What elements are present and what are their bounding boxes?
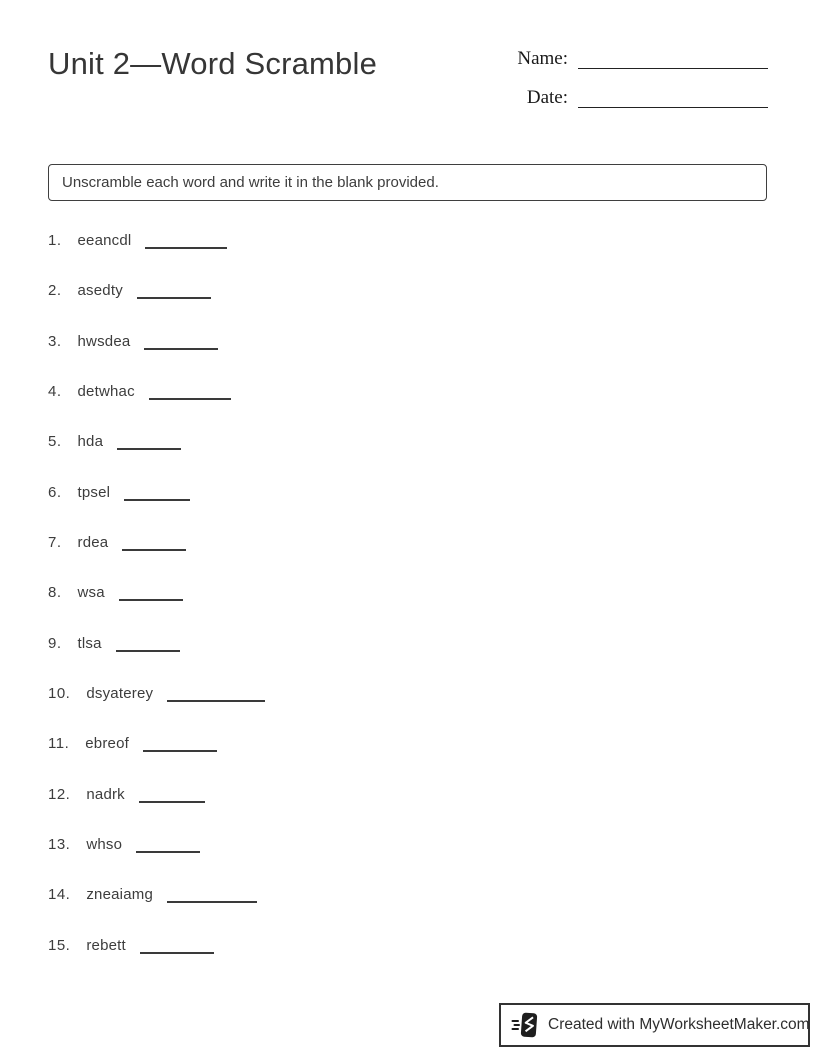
item-number: 2. — [48, 282, 62, 300]
answer-blank[interactable] — [149, 388, 231, 400]
scramble-row — [48, 232, 265, 282]
scrambled-word: rebett — [86, 936, 126, 954]
date-field-row — [508, 87, 768, 126]
scramble-row — [48, 333, 265, 383]
instruction-box — [48, 164, 767, 201]
item-number: 12. — [48, 785, 71, 803]
answer-blank[interactable] — [167, 690, 265, 702]
answer-blank[interactable] — [136, 841, 200, 853]
scrambled-word: asedty — [77, 282, 123, 300]
scramble-row — [48, 584, 265, 634]
instruction-text: Unscramble each word and write it in the blank provided. — [62, 174, 439, 191]
scramble-row — [48, 937, 265, 987]
answer-blank[interactable] — [124, 489, 190, 501]
scramble-row — [48, 282, 265, 332]
scrambled-word: rdea — [77, 534, 109, 552]
answer-blank[interactable] — [137, 287, 211, 299]
header-fields — [508, 48, 768, 126]
scrambled-word: hwsdea — [77, 332, 131, 350]
item-number: 3. — [48, 332, 62, 350]
footer-credit-box — [499, 1003, 810, 1047]
scrambled-word: tpsel — [77, 483, 111, 501]
item-number: 14. — [48, 886, 71, 904]
answer-blank[interactable] — [167, 891, 257, 903]
answer-blank[interactable] — [144, 338, 218, 350]
answer-blank[interactable] — [143, 740, 217, 752]
date-label: Date: — [526, 87, 568, 108]
scramble-row — [48, 735, 265, 785]
scramble-row — [48, 534, 265, 584]
name-label: Name: — [517, 48, 568, 69]
item-number: 5. — [48, 433, 62, 451]
scramble-row — [48, 484, 265, 534]
answer-blank[interactable] — [139, 791, 205, 803]
item-number: 15. — [48, 936, 71, 954]
answer-blank[interactable] — [117, 438, 181, 450]
item-number: 9. — [48, 634, 62, 652]
item-number: 4. — [48, 383, 62, 401]
scrambled-word: dsyaterey — [86, 685, 154, 703]
name-field-row — [508, 48, 768, 87]
scrambled-word: whso — [86, 836, 123, 854]
footer-credit-link[interactable]: Created with MyWorksheetMaker.com — [548, 1016, 810, 1033]
name-blank-line[interactable] — [578, 55, 768, 69]
answer-blank[interactable] — [116, 640, 180, 652]
scrambled-word: ebreof — [85, 735, 129, 753]
scramble-word-list — [48, 232, 265, 987]
scrambled-word: hda — [77, 433, 104, 451]
date-blank-line[interactable] — [578, 94, 768, 108]
scrambled-word: zneaiamg — [86, 886, 153, 904]
scrambled-word: detwhac — [77, 383, 135, 401]
scramble-row — [48, 635, 265, 685]
scramble-row — [48, 886, 265, 936]
scramble-row — [48, 836, 265, 886]
item-number: 10. — [48, 685, 71, 703]
scrambled-word: nadrk — [86, 785, 125, 803]
item-number: 8. — [48, 584, 62, 602]
answer-blank[interactable] — [122, 539, 186, 551]
item-number: 6. — [48, 483, 62, 501]
scramble-row — [48, 433, 265, 483]
scramble-row — [48, 685, 265, 735]
scrambled-word: wsa — [77, 584, 105, 602]
answer-blank[interactable] — [145, 237, 227, 249]
page-title: Unit 2—Word Scramble — [48, 46, 378, 81]
item-number: 1. — [48, 232, 62, 249]
answer-blank[interactable] — [140, 942, 214, 954]
scrambled-word: tlsa — [77, 634, 102, 652]
scrambled-word: eeancdl — [77, 232, 132, 249]
scramble-row — [48, 383, 265, 433]
item-number: 11. — [48, 735, 70, 753]
speed-page-logo-icon — [511, 1010, 541, 1040]
answer-blank[interactable] — [119, 589, 183, 601]
scramble-row — [48, 786, 265, 836]
item-number: 13. — [48, 836, 71, 854]
item-number: 7. — [48, 534, 62, 552]
